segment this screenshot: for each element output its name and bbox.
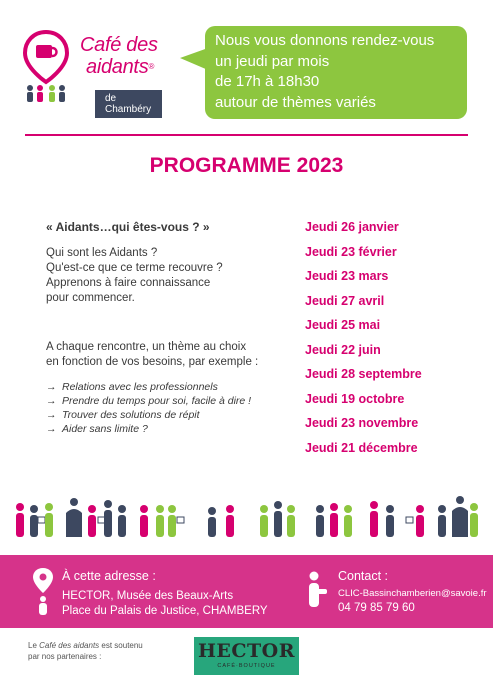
- person-icon: [208, 507, 216, 537]
- sponsor-text-prefix: Le: [28, 641, 40, 650]
- person-icon: [168, 505, 176, 537]
- date-item: Jeudi 23 novembre: [305, 416, 419, 430]
- address-line: HECTOR, Musée des Beaux-Arts: [62, 590, 234, 602]
- contact-phone[interactable]: 04 79 85 79 60: [338, 602, 415, 614]
- address-line: Place du Palais de Justice, CHAMBERY: [62, 605, 268, 617]
- bubble-tail: [180, 48, 208, 70]
- logo-title: [80, 34, 158, 78]
- person-icon: [344, 505, 352, 537]
- list-item: [46, 394, 286, 408]
- person-icon: [452, 496, 468, 537]
- person-icon: [305, 571, 329, 611]
- people-illustration: [12, 495, 482, 545]
- registered-mark: ®: [148, 62, 155, 71]
- person-icon: [118, 505, 126, 537]
- example-list: [46, 380, 286, 436]
- arrow-right-icon: →: [46, 381, 57, 393]
- person-icon: [104, 500, 112, 537]
- person-icon: [226, 505, 234, 537]
- theme-line: en fonction de vos besoins, par exemple :: [46, 356, 259, 368]
- date-item: Jeudi 19 octobre: [305, 391, 405, 406]
- date-item: Jeudi 26 janvier: [305, 220, 399, 234]
- arrow-right-icon: →: [46, 409, 57, 421]
- person-icon: [287, 505, 295, 537]
- partner-name: HECTOR: [197, 640, 296, 662]
- date-item: Jeudi 21 décembre: [305, 440, 418, 455]
- partner-tagline: CAFÉ·BOUTIQUE: [217, 663, 276, 669]
- example-text: Prendre du temps pour soi, facile à dire !: [62, 395, 252, 407]
- sponsor-text-italic: Café des aidants: [39, 641, 100, 650]
- list-item: [46, 422, 286, 436]
- theme-paragraph: [46, 340, 286, 370]
- theme-line: A chaque rencontre, un thème au choix: [46, 341, 247, 353]
- schedule-bubble: [205, 26, 467, 119]
- question-heading: « Aidants…qui êtes-vous ? »: [46, 220, 210, 234]
- address-label: À cette adresse :: [62, 569, 156, 583]
- person-icon: [274, 501, 282, 537]
- bubble-line: un jeudi par mois: [215, 52, 330, 70]
- sponsor-text-suffix: est soutenu: [99, 641, 143, 650]
- sponsor-text-line2: par nos partenaires :: [28, 652, 102, 661]
- date-item: Jeudi 23 mars: [305, 269, 389, 283]
- bubble-line: autour de thèmes variés: [215, 93, 376, 111]
- intro-line: pour commencer.: [46, 292, 135, 304]
- person-icon: [386, 505, 394, 537]
- person-icon: [330, 503, 338, 537]
- person-icon: [30, 505, 38, 537]
- cafe-des-aidants-logo: [22, 30, 162, 115]
- logo-location-badge: de Chambéry: [95, 90, 162, 118]
- bubble-line: de 17h à 18h30: [215, 73, 320, 90]
- contact-email[interactable]: CLIC-Bassinchamberien@savoie.fr: [338, 588, 487, 599]
- person-icon: [470, 503, 478, 537]
- person-icon: [156, 505, 164, 537]
- dates-list: [305, 219, 475, 464]
- arrow-right-icon: →: [46, 395, 57, 407]
- example-text: Trouver des solutions de répit: [62, 409, 200, 421]
- date-item: Jeudi 22 juin: [305, 342, 381, 357]
- person-icon: [316, 505, 324, 537]
- intro-line: Apprenons à faire connaissance: [46, 277, 211, 289]
- program-description: [46, 220, 286, 436]
- example-text: Relations avec les professionnels: [62, 381, 218, 393]
- intro-line: Qu'est-ce que ce terme recouvre ?: [46, 262, 223, 274]
- date-item: Jeudi 28 septembre: [305, 367, 422, 381]
- contact-label: Contact :: [338, 569, 389, 583]
- person-icon: [45, 503, 53, 537]
- hector-partner-logo: [194, 637, 299, 675]
- person-icon: [370, 501, 378, 537]
- sponsor-text: [28, 640, 143, 662]
- coffee-cup-icon: [98, 517, 105, 523]
- bubble-line: Nous vous donnons rendez-vous: [215, 32, 435, 49]
- arrow-right-icon: →: [46, 423, 57, 435]
- example-text: Aider sans limite ?: [62, 423, 148, 435]
- person-icon: [66, 498, 82, 537]
- intro-paragraph: [46, 246, 286, 306]
- divider: [25, 134, 468, 136]
- person-icon: [140, 505, 148, 537]
- logo-title-line1: Café des: [80, 34, 158, 56]
- person-icon: [16, 503, 24, 537]
- person-icon: [88, 505, 96, 537]
- list-item: [46, 380, 286, 394]
- person-icon: [416, 505, 424, 537]
- list-item: [46, 408, 286, 422]
- location-pin-icon: [22, 30, 70, 102]
- intro-line: Qui sont les Aidants ?: [46, 247, 158, 259]
- coffee-cup-icon: [177, 517, 184, 523]
- location-pin-icon: [32, 567, 54, 615]
- coffee-cup-icon: [406, 517, 413, 523]
- date-item: Jeudi 25 mai: [305, 318, 381, 332]
- person-icon: [438, 505, 446, 537]
- contact-band: [0, 555, 493, 628]
- date-item: Jeudi 23 février: [305, 244, 397, 259]
- person-icon: [260, 505, 268, 537]
- program-title: PROGRAMME 2023: [149, 154, 344, 177]
- logo-title-line2: aidants: [86, 56, 149, 78]
- coffee-cup-icon: [38, 517, 45, 523]
- date-item: Jeudi 27 avril: [305, 293, 385, 308]
